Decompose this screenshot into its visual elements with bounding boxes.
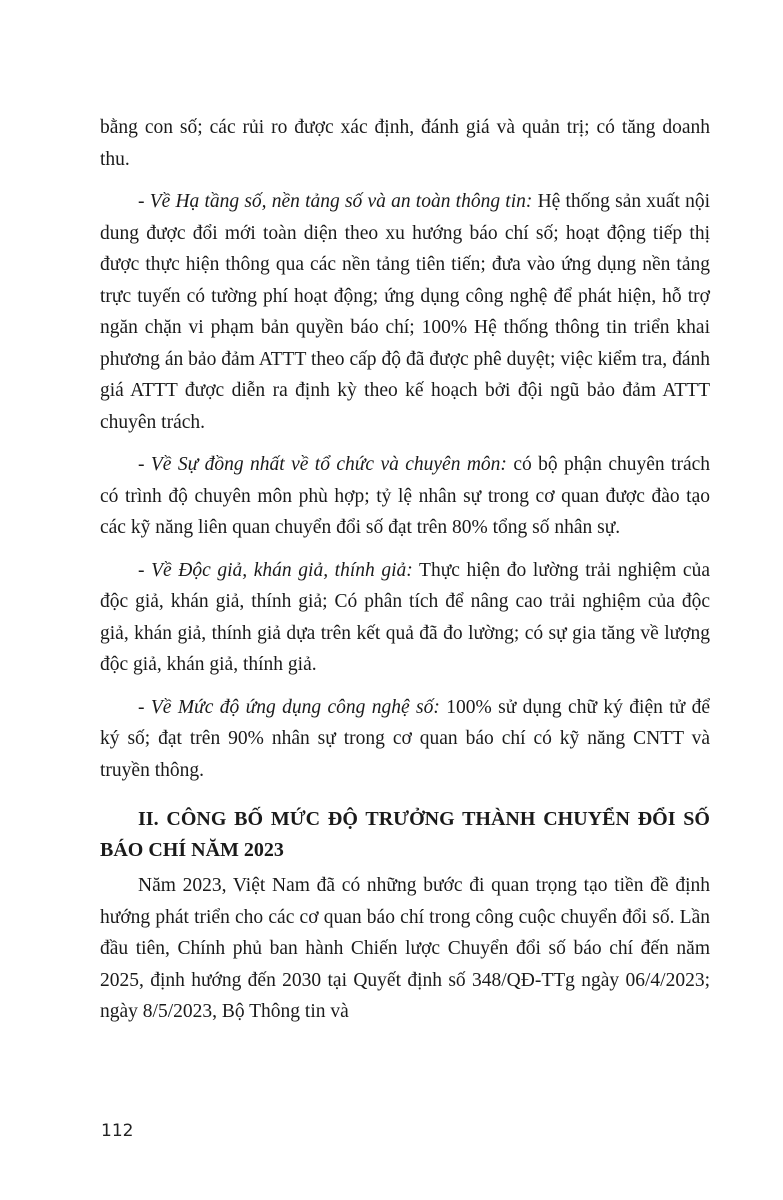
paragraph-text: có bộ phận chuyên trách có trình độ chuyên môn phù hợp; tỷ lệ nhân sự trong cơ quan được đào tạo các kỹ năng liên quan chuyển đổi số đạt trên 80% tổng số nhân sự. — [100, 454, 711, 538]
paragraph-infrastructure — [100, 186, 710, 438]
paragraph-text: Thực hiện đo lường trải nghiệm của độc giả, khán giả, thính giả; Có phân tích để nâng cao trải nghiệm của độc giả, khán giả, thính giả dựa trên kết quả đã đo lường; có sự gia tăng về lượng độc giả, khán giả, thính giả. — [100, 559, 710, 675]
paragraph-label: - Về Mức độ ứng dụng công nghệ số: — [138, 696, 440, 718]
page-number: 112 — [101, 1121, 134, 1141]
paragraph-2023-overview: Năm 2023, Việt Nam đã có những bước đi quan trọng tạo tiền đề định hướng phát triển cho các cơ quan báo chí trong công cuộc chuyển đổi số. Lần đầu tiên, Chính phủ ban hành Chiến lược Chuyển đổi số báo chí đến năm 2025, định hướng đến 2030 tại Quyết định số 348/QĐ-TTg ngày 06/4/2023; ngày 8/5/2023, Bộ Thông tin và — [100, 875, 710, 1022]
paragraph-label: - Về Hạ tầng số, nền tảng số và an toàn thông tin: — [138, 191, 533, 212]
paragraph-organization — [100, 449, 710, 544]
paragraph-text: Hệ thống sản xuất nội dung được đổi mới toàn diện theo xu hướng báo chí số; hoạt động tiếp thị được thực hiện thông qua các nền tảng tiên tiến; đưa vào ứng dụng nền tảng trực tuyến có tường phí hoạt động; ứng dụng công nghệ để phát hiện, hỗ trợ ngăn chặn vi phạm bản quyền báo chí; 100% Hệ thống thông tin triển khai phương án bảo đảm ATTT theo cấp độ đã được phê duyệt; việc kiểm tra, đánh giá ATTT được diễn ra định kỳ theo kế hoạch bởi đội ngũ bảo đảm ATTT chuyên trách. — [100, 191, 710, 433]
section-heading: II. CÔNG BỐ MỨC ĐỘ TRƯỞNG THÀNH CHUYỂN ĐỔI SỐ BÁO CHÍ NĂM 2023 — [100, 808, 710, 861]
paragraph-label: - Về Sự đồng nhất về tổ chức và chuyên môn: — [138, 454, 507, 475]
paragraph-label: - Về Độc giả, khán giả, thính giả: — [138, 559, 413, 581]
paragraph-text: 100% sử dụng chữ ký điện tử để ký số; đạt trên 90% nhân sự trong cơ quan báo chí có kỹ năng CNTT và truyền thông. — [100, 696, 710, 781]
page-body — [100, 112, 710, 1039]
paragraph-technology — [100, 692, 710, 787]
paragraph-continuation: bằng con số; các rủi ro được xác định, đánh giá và quản trị; có tăng doanh thu. — [100, 117, 710, 170]
paragraph-audience — [100, 555, 710, 681]
